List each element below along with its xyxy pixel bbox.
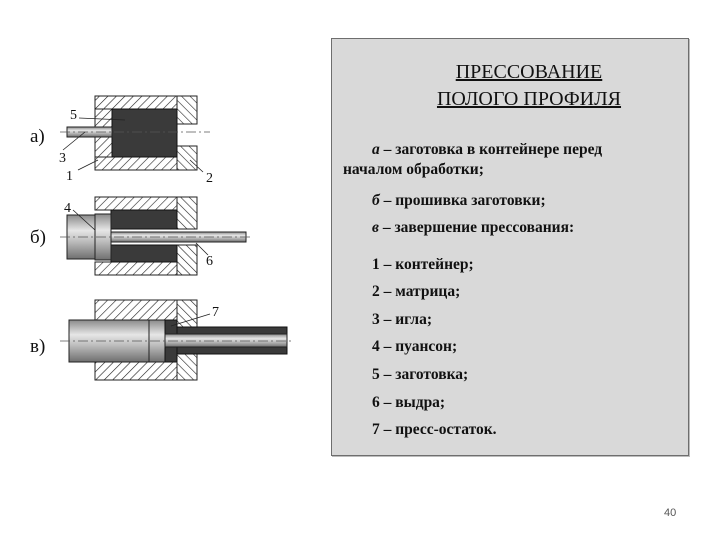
container-bottom-c xyxy=(95,362,177,380)
panel-title-line2: ПОЛОГО ПРОФИЛЯ xyxy=(436,88,622,110)
die-bottom xyxy=(177,146,197,170)
callout-2: 2 xyxy=(206,171,213,186)
part-7: 7 – пресс-остаток. xyxy=(372,421,497,438)
stage-c-drawing xyxy=(60,300,292,380)
part-1: 1 – контейнер; xyxy=(372,256,474,273)
needle-c xyxy=(165,334,287,347)
callout-3: 3 xyxy=(59,151,66,166)
callout-7: 7 xyxy=(212,305,219,320)
stage-b-drawing xyxy=(60,197,250,275)
stage-b-key: б xyxy=(372,192,380,209)
stage-c-key: в xyxy=(372,219,379,236)
label-c: в) xyxy=(30,336,46,357)
part-2: 2 – матрица; xyxy=(372,283,461,300)
container-bottom xyxy=(95,157,177,170)
stage-a-text-1: – заготовка в контейнере перед xyxy=(379,141,603,158)
die-top xyxy=(177,96,197,124)
container-top-b xyxy=(95,197,177,210)
stage-a-text-2: началом обработки; xyxy=(343,161,484,178)
callout-4: 4 xyxy=(64,201,71,216)
page-number: 40 xyxy=(664,507,677,519)
stage-a-key: а xyxy=(372,141,380,158)
die-top-b xyxy=(177,197,197,229)
stage-a-description xyxy=(372,141,602,159)
profile-top-c xyxy=(177,327,287,334)
stage-b-text: – прошивка заготовки; xyxy=(379,192,546,209)
part-6: 6 – выдра; xyxy=(372,394,446,411)
label-b: б) xyxy=(30,227,46,248)
billet-bottom-b xyxy=(111,245,177,262)
part-4: 4 – пуансон; xyxy=(372,338,458,355)
profile-bottom-c xyxy=(177,347,287,354)
label-a: а) xyxy=(30,126,45,147)
panel-title-line1: ПРЕССОВАНИЕ xyxy=(455,61,603,83)
callout-5: 5 xyxy=(70,108,77,123)
description-panel xyxy=(331,38,689,456)
callout-6: 6 xyxy=(206,254,213,269)
stage-b-description xyxy=(372,192,546,210)
die-bottom-b xyxy=(177,245,197,275)
billet xyxy=(112,109,177,157)
container-bottom-b xyxy=(95,262,177,275)
pressing-diagram xyxy=(0,0,330,400)
container-top xyxy=(95,96,177,109)
stage-c-description xyxy=(372,219,574,237)
stage-a-drawing xyxy=(60,96,210,172)
stage-c-text: – завершение прессования: xyxy=(378,219,575,236)
part-5: 5 – заготовка; xyxy=(372,366,469,383)
container-top-c xyxy=(95,300,177,320)
part-3: 3 – игла; xyxy=(372,311,433,328)
billet-top-b xyxy=(111,210,177,229)
callout-1: 1 xyxy=(66,169,73,184)
